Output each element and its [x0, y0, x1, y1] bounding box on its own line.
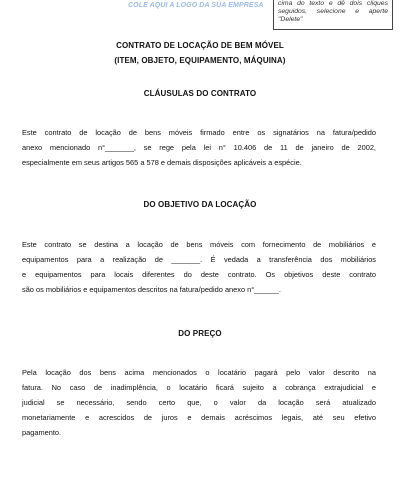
paragraph-line: especialmente em seus artigos 565 a 578 e demais disposições aplicáveis a espécie.	[22, 158, 302, 167]
paragraph-line: anexo mencionado n°_______, se rege pela lei n° 10.406 de 11 de janeiro de 2002,	[22, 143, 376, 152]
document-subtitle: (ITEM, OBJETO, EQUIPAMENTO, MÁQUINA)	[114, 56, 286, 65]
section-paragraph-clausulas	[22, 125, 376, 170]
paragraph-line: pagamento.	[22, 428, 62, 437]
section-heading-objetivo: DO OBJETIVO DA LOCAÇÃO	[143, 200, 257, 209]
paragraph-line: equipamentos para a realização de _______. É vedada a transferência dos mobiliários	[22, 255, 376, 264]
instruction-note: cima do texto e dê dois cliques seguidos, selecione e aperte "Delete"	[273, 0, 393, 30]
paragraph-line: Este contrato se destina a locação de bens móveis com fornecimento de mobiliários e	[22, 240, 376, 249]
paragraph-line: Pela locação dos bens acima mencionados o locatário pagará pelo valor descrito na	[22, 368, 376, 377]
paragraph-line: fatura. No caso de inadimplência, o locatário ficará sujeito a cobrança extrajudicial e	[22, 383, 376, 392]
paragraph-line: monetariamente e acrescidos de juros e demais acréscimos legais, até seu efetivo	[22, 413, 376, 422]
paragraph-line: Este contrato de locação de bens móveis firmado entre os signatários na fatura/pedido	[22, 128, 376, 137]
logo-placeholder[interactable]: COLE AQUI A LOGO DA SUA EMPRESA	[128, 2, 264, 9]
section-heading-preco: DO PREÇO	[178, 329, 222, 338]
document-title: CONTRATO DE LOCAÇÃO DE BEM MÓVEL	[116, 41, 284, 50]
paragraph-line: são os mobiliários e equipamentos descritos na fatura/pedido anexo n°______.	[22, 285, 281, 294]
paragraph-line: judicial se necessário, sendo certo que, o valor da locação será atualizado	[22, 398, 376, 407]
section-heading-clausulas: CLÁUSULAS DO CONTRATO	[143, 89, 257, 98]
paragraph-line: e equipamentos para locais diferentes do deste contrato. Os objetivos deste contrato	[22, 270, 376, 279]
section-paragraph-objetivo	[22, 237, 376, 297]
section-paragraph-preco	[22, 365, 376, 440]
